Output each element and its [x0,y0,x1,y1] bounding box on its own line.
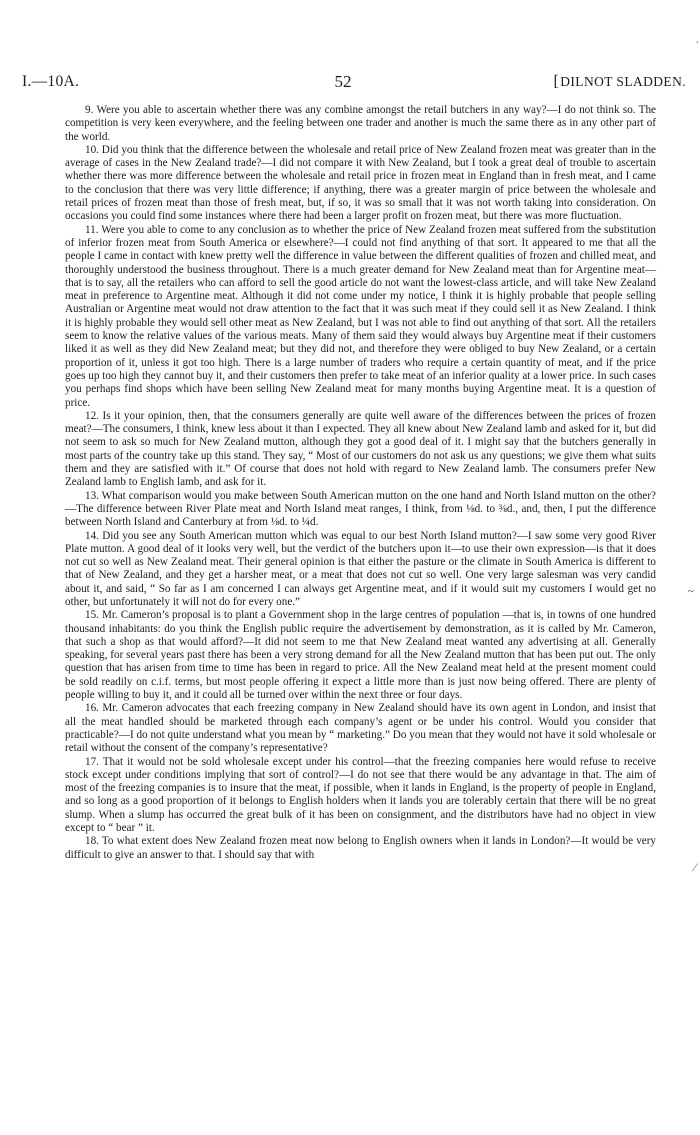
paragraph-16: 16. Mr. Cameron advocates that each freezing company in New Zealand should have its own agent in London, and insist that all the meat handled should be marketed through each company’s agent or be under his control. Would you consider that practicable?—I do not quite understand what you mean by “ marketing.” Do you mean that they would not have it sold wholesale or retail without the consent of the company’s representative? [65,702,656,755]
paragraph-14: 14. Did you see any South American mutton which was equal to our best North Island mutton?—I saw some very good River Plate mutton. A good deal of it looks very well, but the verdict of the butchers upon it—to use their own expression—is that it does not cut so well as New Zealand meat. Their general opinion is that either the pasture or the climate in South America is different to that of New Zealand, and they get a harsher meat, or a meat that does not cut so well. One very large salesman was very candid about it, and said, “ So far as I am concerned I can always get Argentine meat, and if it would suit my customers I would get no other, but unfortunately it will not do for every one.” [65,529,656,608]
margin-slash-mark: ⁄ [693,860,696,874]
witness-name: [ DILNOT SLADDEN. [554,71,686,93]
page-header [22,71,686,93]
paragraph-9: 9. Were you able to ascertain whether there was any combine amongst the retail butchers in any way?—I do not think so. The competition is very keen everywhere, and the feeling between one trader and another is much the same there as in any other part of the world. [65,104,656,143]
paragraph-11: 11. Were you able to come to any conclusion as to whether the price of New Zealand frozen meat suffered from the substitution of inferior frozen meat from South America or elsewhere?—I could not find anything of that sort. It appeared to me that all the people I came in contact with knew pretty well the difference in value between the different qualities of frozen and chilled meat, and thoroughly understood the business throughout. There is a much greater demand for New Zealand meat than for Argentine meat—that is to say, all the retailers who can afford to sell the good article do not want the lowest-class article, and will take New Zealand meat in preference to Argentine meat. Although it did not come under my notice, I think it is highly probable that people selling Australian or Argentine meat would not draw attention to the fact that it was such meat if they could sell it as New Zealand. I think it is highly probable they would sell other meat as New Zealand, but I was not able to find out anything of that sort. All the retailers seem to know the relative values of the various meats. Many of them said they would always buy Argentine meat if their customers liked it as well as they did New Zealand meat; but they did not, and therefore they were obliged to buy New Zealand, or a certain proportion of it, unless it got too high. There is a large number of traders who require a certain quantity of meat, and if the price goes up too high they cannot buy it, and their customers then prefer to take meat of an inferior quality at a lower price. In such cases you perhaps find shops which have been selling New Zealand meat for many months buying Argentine meat. It is a question of price. [65,223,656,409]
paragraph-10: 10. Did you think that the difference between the wholesale and retail price of New Zealand frozen meat was greater than in the average of cases in the New Zealand trade?—I did not compare it with New Zealand, but I took a great deal of trouble to ascertain whether there was more difference between the wholesale and retail price in frozen meat in England than in fresh meat, and I came to the conclusion that there was very little difference; if anything, there was a greater margin of price between the wholesale and retail prices of frozen meat than those of fresh meat, but, if so, it was so small that it was not worth taking into consideration. On occasions you could find some instances where there had been a larger profit on frozen meat, but there was more fluctuation. [65,143,656,223]
paragraph-18: 18. To what extent does New Zealand frozen meat now belong to English owners when it lands in London?—It would be very difficult to give an answer to that. I should say that with [65,835,656,861]
paragraph-15: 15. Mr. Cameron’s proposal is to plant a Government shop in the large centres of population —that is, in towns of one hundred thousand inhabitants: do you think the English public require the advertisement by demonstration, as it is called by Mr. Cameron, that such a shop as that would afford?—It did not seem to me that New Zealand meat wanted any advertising at all. Generally speaking, for several years past there has been a very strong demand for all the New Zealand mutton that has been put out. The only question that has arisen from time to time has been in regard to price. All the New Zealand meat held at the present moment could be sold readily on c.i.f. terms, but most people offering it expect a little more than is just now being offered. There are plenty of people willing to buy it, and it could all be turned over within the next three or four days. [65,609,656,702]
page-number: 52 [334,72,352,91]
margin-tick-mark: ' [696,40,698,51]
paragraph-12: 12. Is it your opinion, then, that the consumers generally are quite well aware of the differences between the prices of frozen meat?—The consumers, I think, knew less about it than I expected. They all knew about New Zealand lamb and asked for it, but did not seem to ask so much for New Zealand mutton, although they got a good deal of it. I might say that the butchers generally in most parts of the country take up this stand. They say, “ Most of our customers do not ask us any questions; we give them what suits them and they are satisfied with it.” Of course that does not hold with regard to New Zealand lamb. The consumers prefer New Zealand lamb to English lamb, and ask for it. [65,409,656,489]
paragraph-17: 17. That it would not be sold wholesale except under his control—that the freezing companies here would refuse to receive stock except under conditions implying that sort of control?—I do not see that there would be any advantage in that. The aim of most of the freezing companies is to insure that the meat, if possible, when it lands in England, is the property of people in England, and so long as a good proportion of it belongs to English holders when it lands you are tolerably certain that there will be no great slump. When a slump has occurred the great bulk of it has been on consignment, and the distributors have had no object in view except to “ bear ” it. [65,755,656,835]
testimony-body [65,104,656,862]
document-reference: I.—10A. [22,73,80,90]
paragraph-13: 13. What comparison would you make between South American mutton on the one hand and North Island mutton on the other?—The difference between River Plate meat and North Island meat ranges, I think, from ⅛d. to ⅜d., and, then, I put the difference between North Island and Canterbury at from ⅛d. to ¼d. [65,489,656,529]
margin-squiggle-mark: ~ [687,584,694,598]
